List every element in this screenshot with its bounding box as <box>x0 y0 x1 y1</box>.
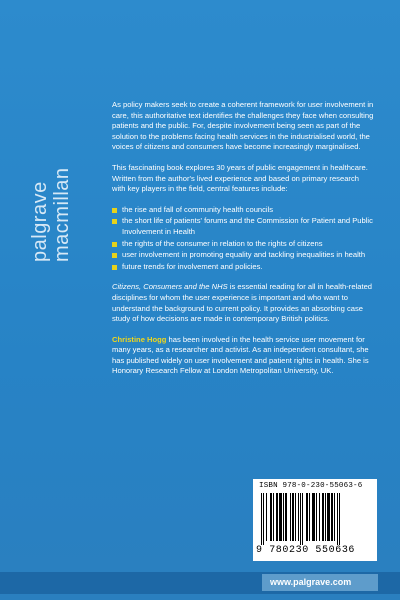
barcode-bar <box>322 493 324 541</box>
barcode-bar <box>309 493 310 541</box>
features-list <box>112 205 374 273</box>
barcode-bar <box>266 493 267 541</box>
bullet-square-icon <box>112 219 117 224</box>
barcode-bar <box>312 493 315 541</box>
barcode-bar <box>327 493 330 541</box>
author-bio-paragraph <box>112 335 374 377</box>
readership-paragraph <box>112 282 374 324</box>
barcode-bar <box>283 493 284 541</box>
barcode-bar <box>279 493 282 541</box>
barcode-bar <box>300 493 301 545</box>
publisher-logo <box>10 92 73 262</box>
blurb <box>112 100 374 387</box>
barcode-bar <box>290 493 291 541</box>
footer-bar <box>0 572 400 594</box>
author-name: Christine Hogg <box>112 334 167 344</box>
barcode-bar <box>298 493 299 541</box>
barcode-bar <box>270 493 272 541</box>
readership-text: is essential reading for all in health-related disciplines for whom the user experience is important and who want to understand the background to current policy. It provides an absorbing case study of how decisions are made in contemporary British politics. <box>112 282 373 324</box>
author-bio-text: has been involved in the health service user movement for many years, as a researcher and activist. As an independent consultant, she has published widely on user involvement and patient rights in health. She is Honorary Research Fellow at London Metropolitan University, UK. <box>112 334 369 376</box>
barcode-bar <box>331 493 333 541</box>
website-box <box>262 574 378 591</box>
list-item <box>112 250 374 261</box>
barcode-bars <box>259 493 371 545</box>
barcode-bar <box>319 493 320 541</box>
publisher-name-line2: macmillan <box>51 167 73 262</box>
isbn-barcode <box>253 479 377 561</box>
publisher-logo-text <box>30 167 72 262</box>
barcode-bar <box>334 493 335 541</box>
list-item-text: the rights of the consumer in relation to the rights of citizens <box>122 238 323 248</box>
bullet-square-icon <box>112 242 117 247</box>
barcode-bar <box>292 493 294 541</box>
barcode-bar <box>339 493 340 545</box>
barcode-bar <box>306 493 308 541</box>
bullet-square-icon <box>112 265 117 270</box>
list-item-text: user involvement in promoting equality and tackling inequalities in health <box>122 250 366 260</box>
barcode-bar <box>273 493 274 541</box>
barcode-bar <box>276 493 278 541</box>
list-item <box>112 262 374 273</box>
intro-paragraph: As policy makers seek to create a coherent framework for user involvement in care, this authoritative text identifies the challenges they face when consulting patients and the public. For, despite involvement being seen as part of the solution to the problems facing health services in the industrialised world, the voices of citizens and consumers have become increasingly marginalised. <box>112 100 374 152</box>
isbn-label: ISBN 978-0-230-55063-6 <box>259 482 363 490</box>
list-item <box>112 239 374 250</box>
publisher-website-link[interactable]: www.palgrave.com <box>270 577 352 587</box>
barcode-bar <box>325 493 326 541</box>
barcode-bar <box>295 493 296 541</box>
list-item <box>112 205 374 216</box>
barcode-bar <box>302 493 303 545</box>
barcode-bar <box>316 493 317 541</box>
barcode-digits: 9 780230 550636 <box>256 545 356 556</box>
book-title: Citizens, Consumers and the NHS <box>112 282 228 292</box>
list-item <box>112 216 374 237</box>
publisher-name-line1: palgrave <box>29 181 51 262</box>
list-item-text: future trends for involvement and policies. <box>122 261 263 271</box>
features-intro-paragraph: This fascinating book explores 30 years of public engagement in healthcare. Written from the author's lived experience and based on primary research with key players in the field, central features include: <box>112 162 368 194</box>
barcode-bar <box>337 493 338 545</box>
bullet-square-icon <box>112 253 117 258</box>
barcode-bar <box>263 493 264 545</box>
list-item-text: the short life of patients' forums and the Commission for Patient and Public Involvement in Health <box>122 216 373 236</box>
bullet-square-icon <box>112 208 117 213</box>
list-item-text: the rise and fall of community health councils <box>122 204 274 214</box>
barcode-bar <box>285 493 287 541</box>
barcode-bar <box>261 493 262 545</box>
